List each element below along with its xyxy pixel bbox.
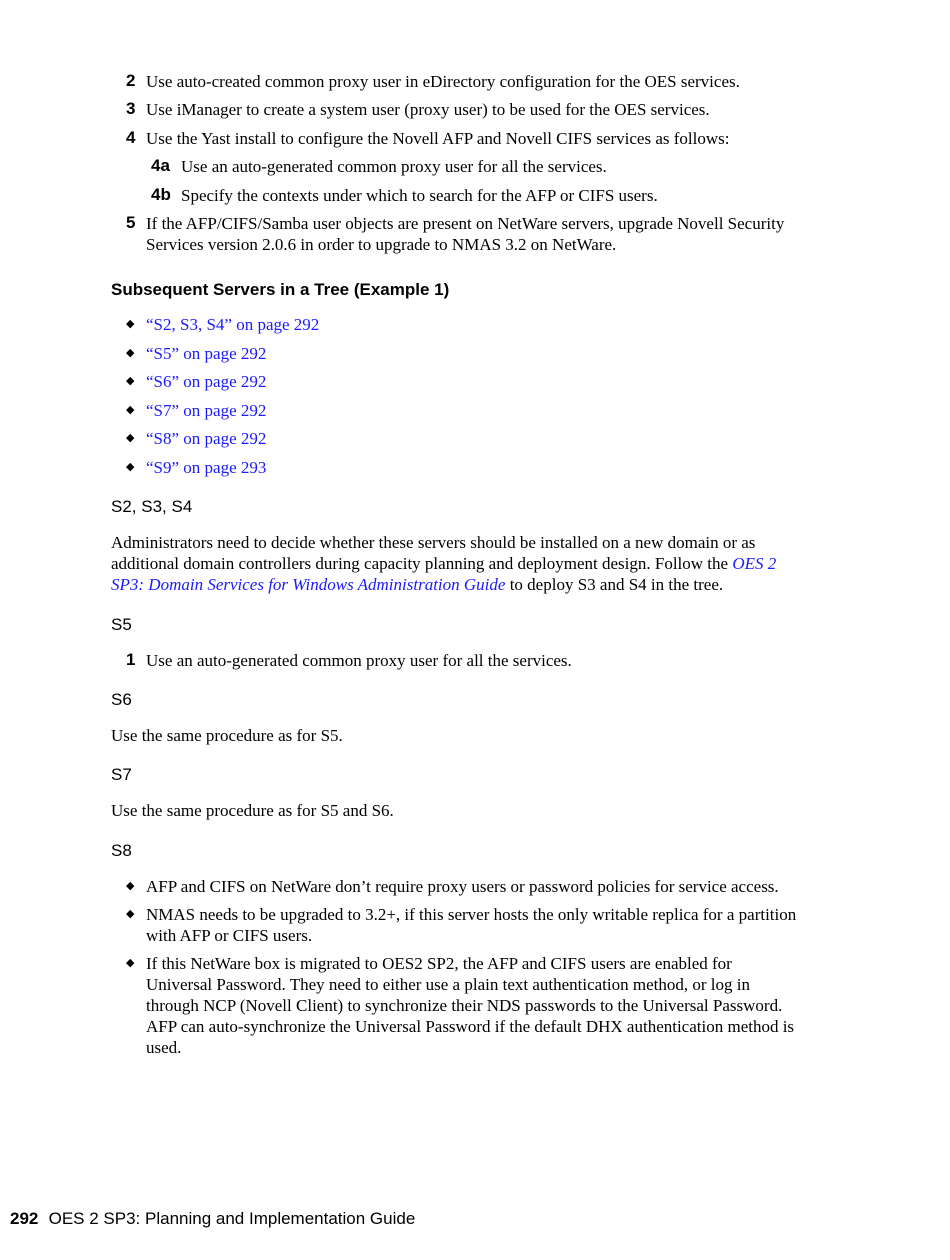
- list-item-line: through NCP (Novell Client) to synchronize their NDS passwords to the Universal Password.: [146, 996, 783, 1015]
- cross-reference-link[interactable]: “S5” on page 292: [146, 343, 267, 363]
- link-list: [126, 314, 726, 485]
- diamond-bullet-icon: ◆: [126, 432, 135, 444]
- list-item-line: If this NetWare box is migrated to OES2 SP2, the AFP and CIFS users are enabled for: [146, 954, 732, 973]
- list-item-text: [146, 904, 826, 946]
- list-item-text: [146, 876, 826, 897]
- list-item-line: AFP and CIFS on NetWare don’t require proxy users or password policies for service access.: [146, 877, 779, 896]
- list-item: [126, 953, 826, 1058]
- list-item: [126, 400, 726, 429]
- subsection-heading: S8: [111, 841, 132, 860]
- paragraph-line: [111, 574, 831, 595]
- list-item: [126, 457, 726, 486]
- substep-text: Use an auto-generated common proxy user for all the services.: [181, 157, 607, 176]
- step-text: Use the Yast install to configure the Novell AFP and Novell CIFS services as follows:: [146, 129, 730, 148]
- paragraph: Use the same procedure as for S5 and S6.: [111, 801, 394, 820]
- list-item-line: Universal Password. They need to either use a plain text authentication method, or log in: [146, 975, 750, 994]
- paragraph-line: Administrators need to decide whether these servers should be installed on a new domain or as: [111, 533, 756, 552]
- bullet-list: [126, 876, 826, 1058]
- step-text-line: If the AFP/CIFS/Samba user objects are present on NetWare servers, upgrade Novell Security: [146, 214, 785, 233]
- substep-number: 4b: [151, 185, 171, 204]
- step-text: [146, 213, 784, 255]
- cross-reference-link[interactable]: “S9” on page 293: [146, 457, 267, 477]
- list-item-line: AFP can auto-synchronize the Universal Password if the default DHX authentication method is: [146, 1017, 795, 1036]
- list-item: [126, 428, 726, 457]
- list-item-text: [146, 953, 826, 1058]
- paragraph: [111, 532, 831, 595]
- paragraph: Use the same procedure as for S5.: [111, 726, 343, 745]
- paragraph-text: to deploy S3 and S4 in the tree.: [505, 575, 724, 594]
- diamond-bullet-icon: ◆: [126, 375, 135, 387]
- step-number: 2: [126, 71, 136, 90]
- subsection-heading: S5: [111, 615, 132, 634]
- document-title: OES 2 SP3: Planning and Implementation Guide: [48, 1209, 416, 1228]
- list-item-line: NMAS needs to be upgraded to 3.2+, if this server hosts the only writable replica for a partition: [146, 905, 797, 924]
- diamond-bullet-icon: ◆: [126, 403, 135, 416]
- cross-reference-link[interactable]: “S7” on page 292: [146, 400, 267, 420]
- diamond-bullet-icon: ◆: [126, 957, 135, 969]
- page-number: 292: [10, 1209, 39, 1228]
- subsection-heading: S2, S3, S4: [111, 497, 193, 516]
- diamond-bullet-icon: ◆: [126, 908, 135, 920]
- step-number: 5: [126, 213, 136, 232]
- section-heading: Subsequent Servers in a Tree (Example 1): [111, 280, 450, 299]
- substep-text: Specify the contexts under which to search for the AFP or CIFS users.: [181, 186, 658, 205]
- subsection-heading: S7: [111, 765, 132, 784]
- page-footer: [10, 1209, 415, 1229]
- step-number: 1: [126, 650, 136, 669]
- step-number: 4: [126, 128, 136, 147]
- cross-reference-link[interactable]: “S2, S3, S4” on page 292: [146, 315, 320, 334]
- substep-number: 4a: [151, 156, 170, 175]
- step-text: Use iManager to create a system user (proxy user) to be used for the OES services.: [146, 100, 710, 119]
- paragraph-text: additional domain controllers during capacity planning and deployment design. Follow the: [111, 554, 733, 573]
- diamond-bullet-icon: ◆: [126, 318, 135, 330]
- step-text: Use an auto-generated common proxy user for all the services.: [146, 651, 572, 670]
- list-item: [126, 876, 826, 897]
- subsection-heading: S6: [111, 690, 132, 709]
- diamond-bullet-icon: ◆: [126, 460, 135, 473]
- cross-reference-link[interactable]: “S8” on page 292: [146, 429, 267, 448]
- list-item: [126, 343, 726, 372]
- list-item: [126, 314, 726, 343]
- step-number: 3: [126, 99, 136, 118]
- list-item-line: used.: [146, 1038, 182, 1057]
- diamond-bullet-icon: ◆: [126, 346, 135, 359]
- cross-reference-link[interactable]: “S6” on page 292: [146, 372, 267, 391]
- list-item: [126, 904, 826, 946]
- list-item-line: with AFP or CIFS users.: [146, 926, 313, 945]
- guide-link[interactable]: SP3: Domain Services for Windows Administration Guide: [111, 575, 506, 594]
- list-item: [126, 371, 726, 400]
- guide-link[interactable]: OES 2: [732, 554, 777, 573]
- step-text: Use auto-created common proxy user in eDirectory configuration for the OES services.: [146, 72, 740, 91]
- step-text-line: Services version 2.0.6 in order to upgrade to NMAS 3.2 on NetWare.: [146, 235, 617, 254]
- paragraph-line: [111, 553, 831, 574]
- diamond-bullet-icon: ◆: [126, 880, 135, 892]
